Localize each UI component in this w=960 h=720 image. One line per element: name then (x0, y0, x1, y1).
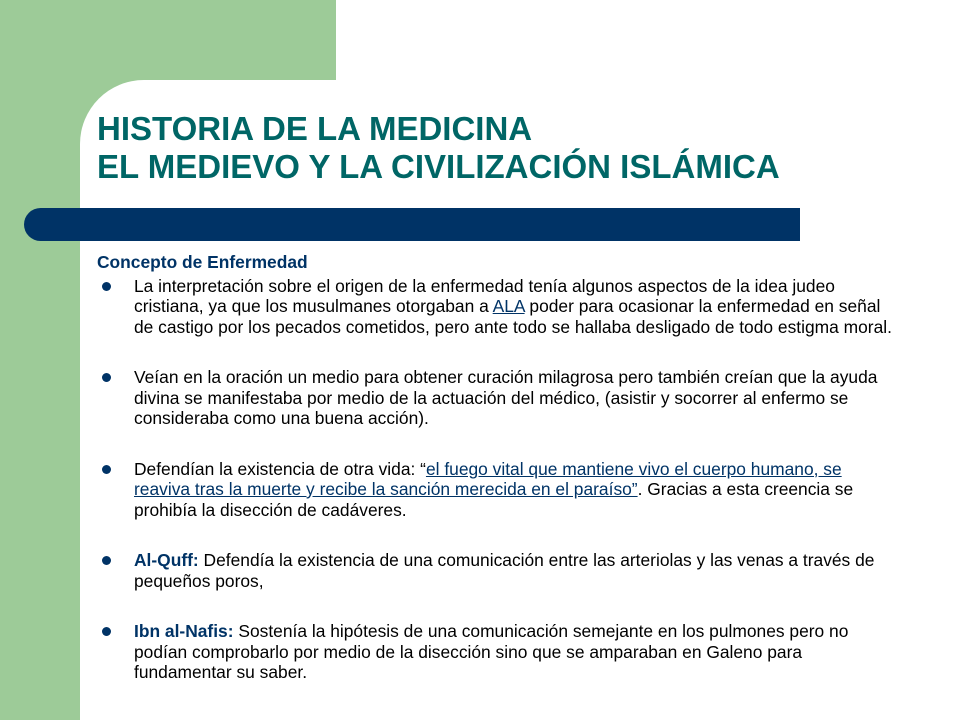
section-heading: Concepto de Enfermedad (97, 252, 308, 272)
bullet-item-4 (97, 550, 897, 591)
bullet-dot-icon (102, 373, 111, 382)
title-line-2: EL MEDIEVO Y LA CIVILIZACIÓN ISLÁMICA (97, 148, 780, 185)
bullet-dot-icon (102, 465, 111, 474)
slide-title (97, 110, 917, 186)
bullet-3-text-after: . Gracias a esta creencia se prohibía la disección de cadáveres. (134, 479, 854, 520)
bullet-1-text-after: poder para ocasionar la enfermedad en señal de castigo por los pecados cometidos, pero ante todo se hallaba desligado de todo estigma moral. (134, 296, 892, 337)
bullet-2-text: Veían en la oración un medio para obtener curación milagrosa pero también creían que la ayuda divina se manifestaba por medio de la actuación del médico, (asistir y socorrer al enfermo se consideraba como una buena acción). (134, 367, 878, 428)
quote-link[interactable]: el fuego vital que mantiene vivo el cuerpo humano, se reaviva tras la muerte y recibe la sanción merecida en el paraíso” (134, 458, 842, 499)
bullet-3-text-before: Defendían la existencia de otra vida: “ (134, 458, 426, 479)
title-divider-bar (24, 208, 800, 241)
bullet-5-text: Sostenía la hipótesis de una comunicación semejante en los pulmones pero no podían comprobarlo por medio de la disección sino que se amparaban en Galeno para fundamentar su saber. (134, 621, 849, 682)
bullet-dot-icon (102, 282, 111, 291)
bullet-item-5 (97, 621, 897, 683)
slide-body (97, 252, 897, 683)
bullet-item-2 (97, 367, 897, 429)
bullet-4-text: Defendía la existencia de una comunicación entre las arteriolas y las venas a través de pequeños poros, (134, 550, 875, 591)
bullet-dot-icon (102, 627, 111, 636)
ibn-al-nafis-label: Ibn al-Nafis: (134, 621, 234, 641)
al-quff-label: Al-Quff: (134, 550, 199, 570)
bullet-dot-icon (102, 556, 111, 565)
bullet-1-text-before: La interpretación sobre el origen de la enfermedad tenía algunos aspectos de la idea judeo cristiana, ya que los musulmanes otorgaban a (134, 275, 835, 316)
bullet-item-3 (97, 459, 897, 521)
ala-link[interactable]: ALA (492, 296, 525, 316)
bullet-list (97, 276, 897, 683)
title-line-1: HISTORIA DE LA MEDICINA (97, 110, 533, 147)
bullet-item-1 (97, 276, 897, 338)
